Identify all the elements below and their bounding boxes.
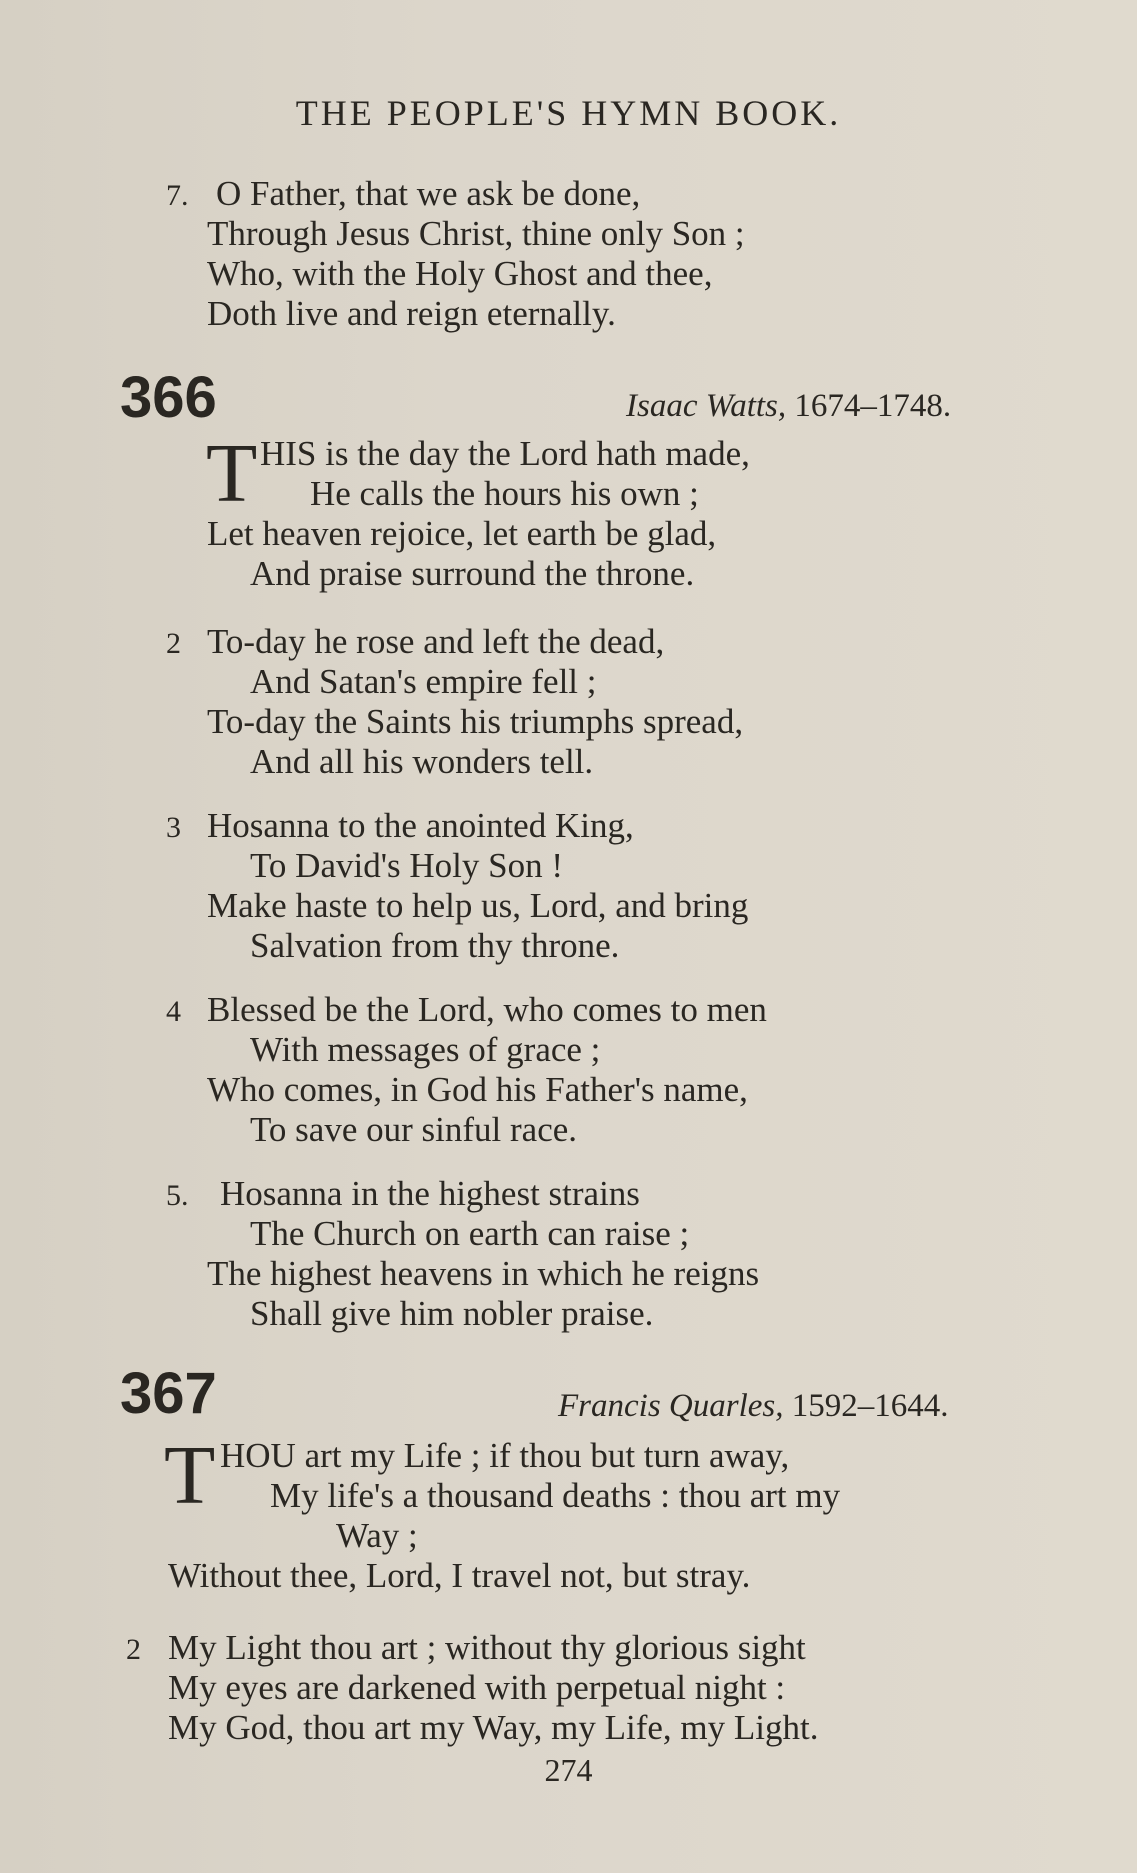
verse-line: And praise surround the throne. xyxy=(250,554,695,593)
verse-line: And Satan's empire fell ; xyxy=(250,662,597,701)
verse-line: HOU art my Life ; if thou but turn away, xyxy=(220,1436,790,1475)
verse-line: Who, with the Holy Ghost and thee, xyxy=(207,254,713,293)
verse-line: Hosanna in the highest strains xyxy=(220,1174,640,1213)
verse-line: O Father, that we ask be done, xyxy=(216,174,641,213)
verse-line: The Church on earth can raise ; xyxy=(250,1214,690,1253)
verse-line: My eyes are darkened with perpetual night : xyxy=(168,1668,786,1707)
verse-line: Who comes, in God his Father's name, xyxy=(207,1070,748,1109)
verse-line: Let heaven rejoice, let earth be glad, xyxy=(207,514,717,553)
verse-line: To-day the Saints his triumphs spread, xyxy=(207,702,744,741)
page-number: 274 xyxy=(544,1752,593,1788)
verse-line: Make haste to help us, Lord, and bring xyxy=(207,886,749,925)
running-head: THE PEOPLE'S HYMN BOOK. xyxy=(295,93,842,133)
verse-number: 7. xyxy=(166,179,189,212)
verse-line: My God, thou art my Way, my Life, my Light. xyxy=(168,1708,819,1747)
verse-number: 3 xyxy=(166,811,181,844)
verse-line: He calls the hours his own ; xyxy=(310,474,699,513)
verse-number: 2 xyxy=(166,627,181,660)
verse-line: Salvation from thy throne. xyxy=(250,926,620,965)
verse-line: Hosanna to the anointed King, xyxy=(207,806,634,845)
verse-line: And all his wonders tell. xyxy=(250,742,594,781)
verse-line: My Light thou art ; without thy glorious sight xyxy=(168,1628,806,1667)
verse-line: Without thee, Lord, I travel not, but stray. xyxy=(168,1556,751,1595)
hymn-number: 367 xyxy=(120,1361,217,1426)
verse-line: Through Jesus Christ, thine only Son ; xyxy=(207,214,745,253)
verse-line: HIS is the day the Lord hath made, xyxy=(260,434,750,473)
verse-line: My life's a thousand deaths : thou art my xyxy=(270,1476,841,1515)
verse-number: 2 xyxy=(126,1633,141,1666)
author-dates: 1674–1748. xyxy=(794,388,952,424)
author-dates: 1592–1644. xyxy=(791,1388,949,1424)
verse-line: Shall give him nobler praise. xyxy=(250,1294,654,1333)
verse-line: To-day he rose and left the dead, xyxy=(207,622,665,661)
hymn-author xyxy=(558,1386,949,1426)
author-name: Francis Quarles, xyxy=(558,1388,784,1424)
verse-number: 4 xyxy=(166,995,181,1028)
verse-line: Doth live and reign eternally. xyxy=(207,294,616,333)
hymn-number: 366 xyxy=(120,365,217,430)
verse-line: Blessed be the Lord, who comes to men xyxy=(207,990,767,1029)
hymn-author xyxy=(626,386,951,426)
verse-line: To David's Holy Son ! xyxy=(250,846,564,885)
drop-cap: T xyxy=(206,427,258,520)
verse-line: To save our sinful race. xyxy=(250,1110,578,1149)
verse-line: With messages of grace ; xyxy=(250,1030,601,1069)
author-name: Isaac Watts, xyxy=(626,388,787,424)
verse-line: The highest heavens in which he reigns xyxy=(207,1254,760,1293)
drop-cap: T xyxy=(164,1429,216,1522)
verse-line: Way ; xyxy=(336,1516,418,1555)
verse-number: 5. xyxy=(166,1179,189,1212)
